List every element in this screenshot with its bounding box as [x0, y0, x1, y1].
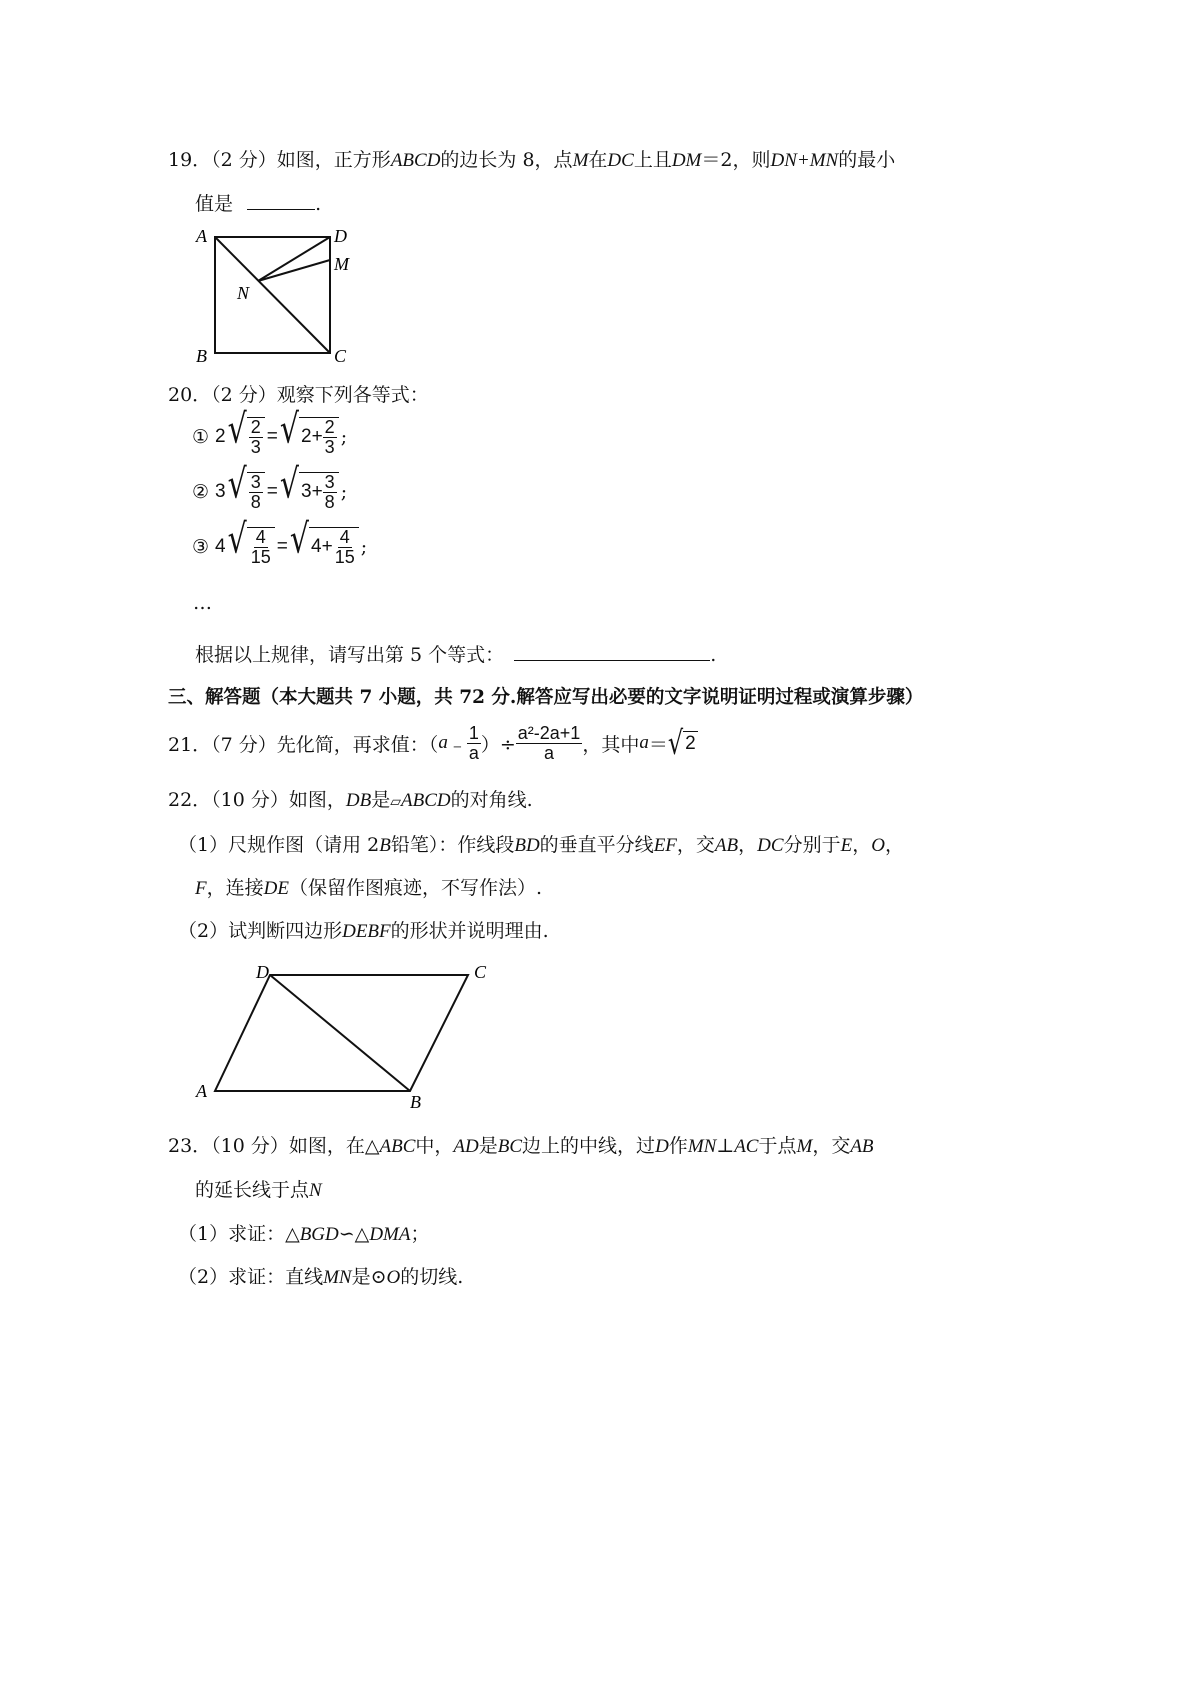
answer-blank-20[interactable]: [514, 642, 710, 661]
diagonal-ac: [215, 237, 330, 353]
q20-equation-3: ③ 4 √ $\frac{4}{15}$ = √ 4+ $\frac{4}{15}$ ;: [192, 515, 368, 567]
section-3-heading: 三、解答题（本大题共 7 小题，共 72 分.解答应写出必要的文字说明证明过程或演算步骤）: [168, 687, 924, 708]
label-m: M: [334, 254, 349, 274]
q20-ellipsis: …: [193, 592, 212, 614]
label-c: C: [474, 962, 487, 982]
q23-line1: 23．（10 分）如图，在△ABC中，AD是BC边上的中线，过D作MN⊥AC于点M，交AB: [168, 1135, 874, 1157]
label-b: B: [196, 346, 207, 366]
q20-title: 20．（2 分）观察下列各等式：: [168, 384, 429, 406]
diagonal-db: [270, 975, 410, 1091]
q22-figure: [190, 958, 510, 1113]
label-b: B: [410, 1092, 421, 1112]
segment-dn: [258, 237, 330, 281]
label-d: D: [334, 226, 347, 246]
q22-part1-line2: F，连接DE（保留作图痕迹，不写作法）.: [195, 877, 542, 899]
q23-part2: （2）求证：直线MN是⊙O的切线.: [178, 1266, 464, 1288]
q20-prompt: 根据以上规律，请写出第 5 个等式： .: [195, 644, 717, 666]
label-a: A: [196, 226, 207, 246]
segment-mn: [258, 260, 330, 281]
q19-figure: [190, 225, 370, 370]
label-c: C: [334, 346, 347, 366]
q23-line2: 的延长线于点N: [195, 1179, 322, 1201]
q22-part2: （2）试判断四边形DEBF的形状并说明理由.: [178, 920, 549, 942]
label-n: N: [237, 283, 250, 303]
q20-equation-1: ① 2 √ $\frac{2}{3}$ = √ 2+ $\frac{2}{3}$ ;: [192, 405, 348, 457]
answer-blank-19[interactable]: [247, 191, 315, 210]
q20-equation-2: ② 3 √ $\frac{3}{8}$ = √ 3+ $\frac{3}{8}$ ;: [192, 460, 348, 512]
q21-line: 21．（7 分）先化简，再求值：（ a ﹣ $\frac{1}{a}$ ）÷ $\frac{\text{a²-2a+1}}{a}$ ，其中 a ＝ √ 2: [168, 723, 696, 763]
label-a: A: [196, 1081, 207, 1101]
q19-line1: 19．（2 分）如图，正方形ABCD的边长为 8，点M在DC上且DM＝2，则DN+MN的最小: [168, 149, 896, 171]
label-d: D: [256, 962, 269, 982]
q22-part1-line1: （1）尺规作图（请用 2B铅笔）：作线段BD的垂直平分线EF，交AB，DC分别于E，O，: [178, 834, 904, 856]
q19-line2: 值是 .: [195, 193, 322, 215]
q22-line1: 22．（10 分）如图，DB是▱ABCD的对角线.: [168, 789, 533, 811]
q23-part1: （1）求证：△BGD∽△DMA；: [178, 1223, 430, 1245]
